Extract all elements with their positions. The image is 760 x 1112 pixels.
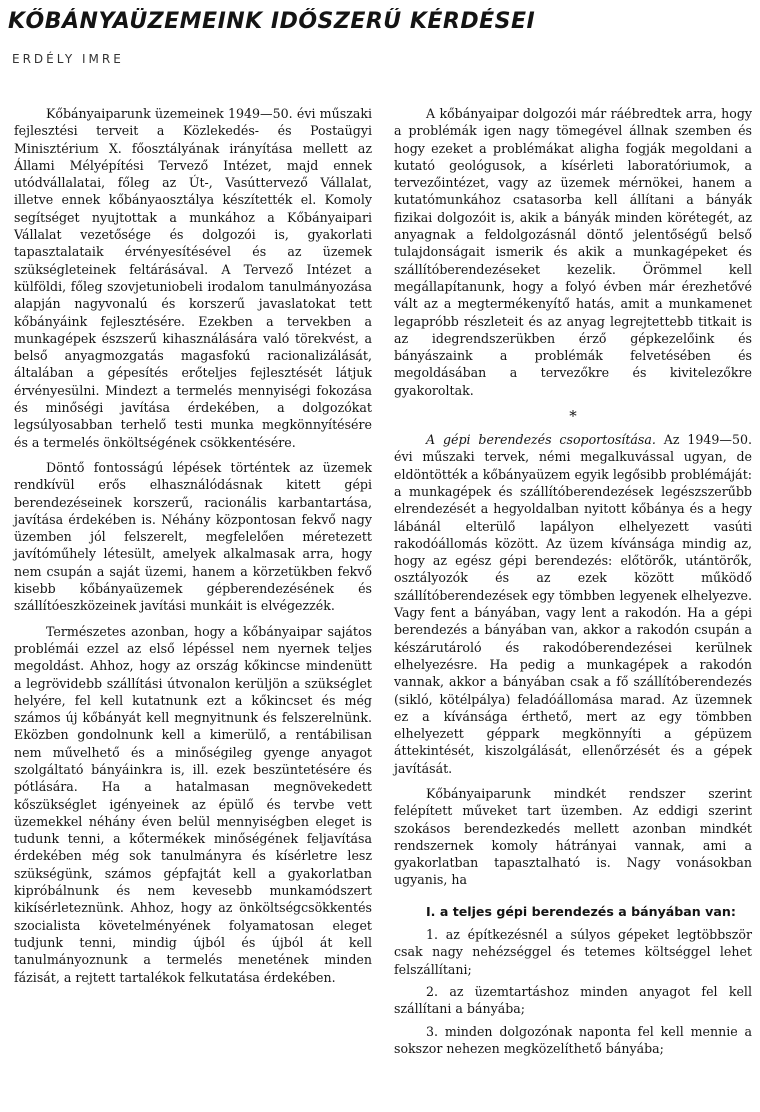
article-title: KŐBÁNYAÜZEMEINK IDŐSZERŰ KÉRDÉSEI — [8, 9, 536, 34]
left-column — [8, 105, 372, 1062]
list-item: 1. az építkezésnél a súlyos gépeket legtöbbször csak nagy nehézséggel és tetemes költséggel lehet felszállítani; — [394, 927, 752, 977]
right-column — [394, 105, 752, 1062]
paragraph: Kőbányaiparunk üzemeinek 1949—50. évi műszaki fejlesztési terveit a Közlekedés- és Postaügyi Minisztérium X. főosztályának irányítása mellett az Állami Mélyépítési Tervező Intézet, majd ennek utódvállalatai, főleg az Út-, Vasúttervező Vállalat, illetve ennek kőbányaosztálya készítették el. Komoly segítséget nyujtottak a munkához a Kőbányaipari Vállalat vezetősége és dolgozói is, gyakorlati tapasztalataik érvényesítésével és az üzemek szükségleteinek feltárásával. A Tervező Intézet a külföldi, főleg szovjetuniobeli irodalom tanulmányozása alapján nagyvonalú és korszerű javaslatokat tett kőbányáink fejlesztésére. Ezekben a tervekben a munkagépek észszerű kihasználására való törekvést, a belső anyagmozgatás magasfokú racionalizálását, általában a gépesítés erőteljes fejlesztését látjuk érvényesülni. Mindezt a termelés mennyiségi fokozása és minőségi javítása érdekében, a dolgozókat legsúlyosabban terhelő testi munka megkönnyítésére és a termelés önköltségének csökkentésére. — [14, 106, 372, 450]
paragraph — [394, 431, 752, 777]
paragraph-text: Az 1949—50. évi műszaki tervek, némi megalkuvással ugyan, de eldöntötték a kőbányaüzem egyik legősibb problémáját: a munkagépek és szállítóberendezések legészszerűbb elrendezését a hegyoldalban nyitott kőbánya és a hegy lábánál elterülő lapályon elhelyezett vasúti rakodóállomás között. Az üzem kívánsága mindig az, hogy az egész gépi berendezés: előtörők, utántörők, osztályozók és az ezek között működő szállítóberendezések egy tömbben legyenek elhelyezve. Vagy fent a bányában, vagy lent a rakodón. Ha a gépi berendezés a bányában van, akkor a rakodón csupán a készárutároló és rakodóberendezései kerülnek elhelyezésre. Ha pedig a munkagépek a rakodón vannak, akkor a bányában csak a fő szállítóberendezés (sikló, kötélpálya) feladóállomása marad. Az üzemnek ez a kívánsága érthető, mert az egy tömbben elhelyezett géppark megkönnyíti a gépüzem áttekintését, kiszolgálását, ellenőrzését és a gépek javítását. — [394, 432, 752, 776]
section-subheading: A gépi berendezés csoportosítása. — [426, 432, 656, 448]
paragraph: A kőbányaipar dolgozói már ráébredtek arra, hogy a problémák igen nagy tömegével állnak szemben és hogy ezeket a problémákat aligha fogják megoldani a kutató geológusok, a kísérleti laboratóriumok, a tervezőintézet, vagy az üzemek mérnökei, hanem a kutatómunkához csatasorba kell állítani a bányák fizikai dolgozóit is, akik a bányák minden körétegét, az anyagnak a feldolgozásnál döntő jelentőségű belső tulajdonságait ismerik és akik a munkagépeket és szállítóberendezéseket kezelik. Örömmel kell megállapítanunk, hogy a folyó évben már érezhetővé vált az a megtermékenyítő hatás, amit a munkamenet legapróbb részleteit és az anyag legrejtettebb titkait is az idegrendszerükben érző gépkezelőink és bányászaink a problémák felvetésében és megoldásában a tervezőkre és kivitelezőkre gyakoroltak. — [394, 106, 752, 398]
list-heading: I. a teljes gépi berendezés a bányában van: — [426, 903, 736, 919]
article-author: ERDÉLY IMRE — [12, 52, 124, 66]
article-body — [8, 105, 752, 1062]
paragraph: Természetes azonban, hogy a kőbányaipar sajátos problémái ezzel az első lépéssel nem nyernek teljes megoldást. Ahhoz, hogy az ország kőkincse mindenütt a legrövidebb szállítási útvonalon kerüljön a szükséglet helyére, fel kell kutatnunk ezt a kőkincset és még számos új kőbányát kell megnyitnunk és felszerelnünk. Eközben gondolnunk kell a kimerülő, a rentábilisan nem művelhető és a minőségileg gyenge anyagot szolgáltató bányáinkra is, ill. ezek beszüntetésére és pótlására. Ha a hatalmasan megnövekedett kőszükséglet igényeinek az épülő és tervbe vett üzemekkel néhány éven belül mennyiségben eleget is tudunk tenni, a kőtermékek minőségének feljavítása érdekében még sok tanulmányra és kísérletre lesz szükségünk, számos gépfajtát kell a gyakorlatban kipróbálnunk és nem kevesebb munkamódszert kikísérleteznünk. Ahhoz, hogy az önköltségcsökkentés szocialista követelményének folyamatosan eleget tudjunk tenni, mindig újból és újból át kell tanulmányoznunk a termelés menetének minden fázisát, a rejtett tartalékok felkutatása érdekében. — [14, 623, 372, 985]
list-item: 2. az üzemtartáshoz minden anyagot fel kell szállítani a bányába; — [394, 983, 752, 1017]
section-separator: * — [569, 407, 577, 426]
paragraph: Döntő fontosságú lépések történtek az üzemek rendkívül erős elhasználódásnak kitett gépi berendezéseinek korszerű, racionális karbantartása, javítása érdekében is. Néhány központosan fekvő nagy üzemben jól felszerelt, megfelelően méretezett javítóműhely létesült, amelyek alkalmasak arra, hogy nem csupán a saját üzemi, hanem a körzetükben fekvő kisebb kőbányaüzemek gépberendezésének és szállítóeszközeinek javítási munkáit is elvégezzék. — [14, 459, 372, 614]
list-item: 3. minden dolgozónak naponta fel kell mennie a sokszor nehezen megközelíthető bányába; — [394, 1023, 752, 1056]
paragraph: Kőbányaiparunk mindkét rendszer szerint felépített műveket tart üzemben. Az eddigi szerint szokásos berendezkedés mellett azonban mindkét rendszernek komoly hátrányai vannak, ami a gyakorlatban tapasztalható is. Nagy vonásokban ugyanis, ha — [394, 785, 752, 888]
